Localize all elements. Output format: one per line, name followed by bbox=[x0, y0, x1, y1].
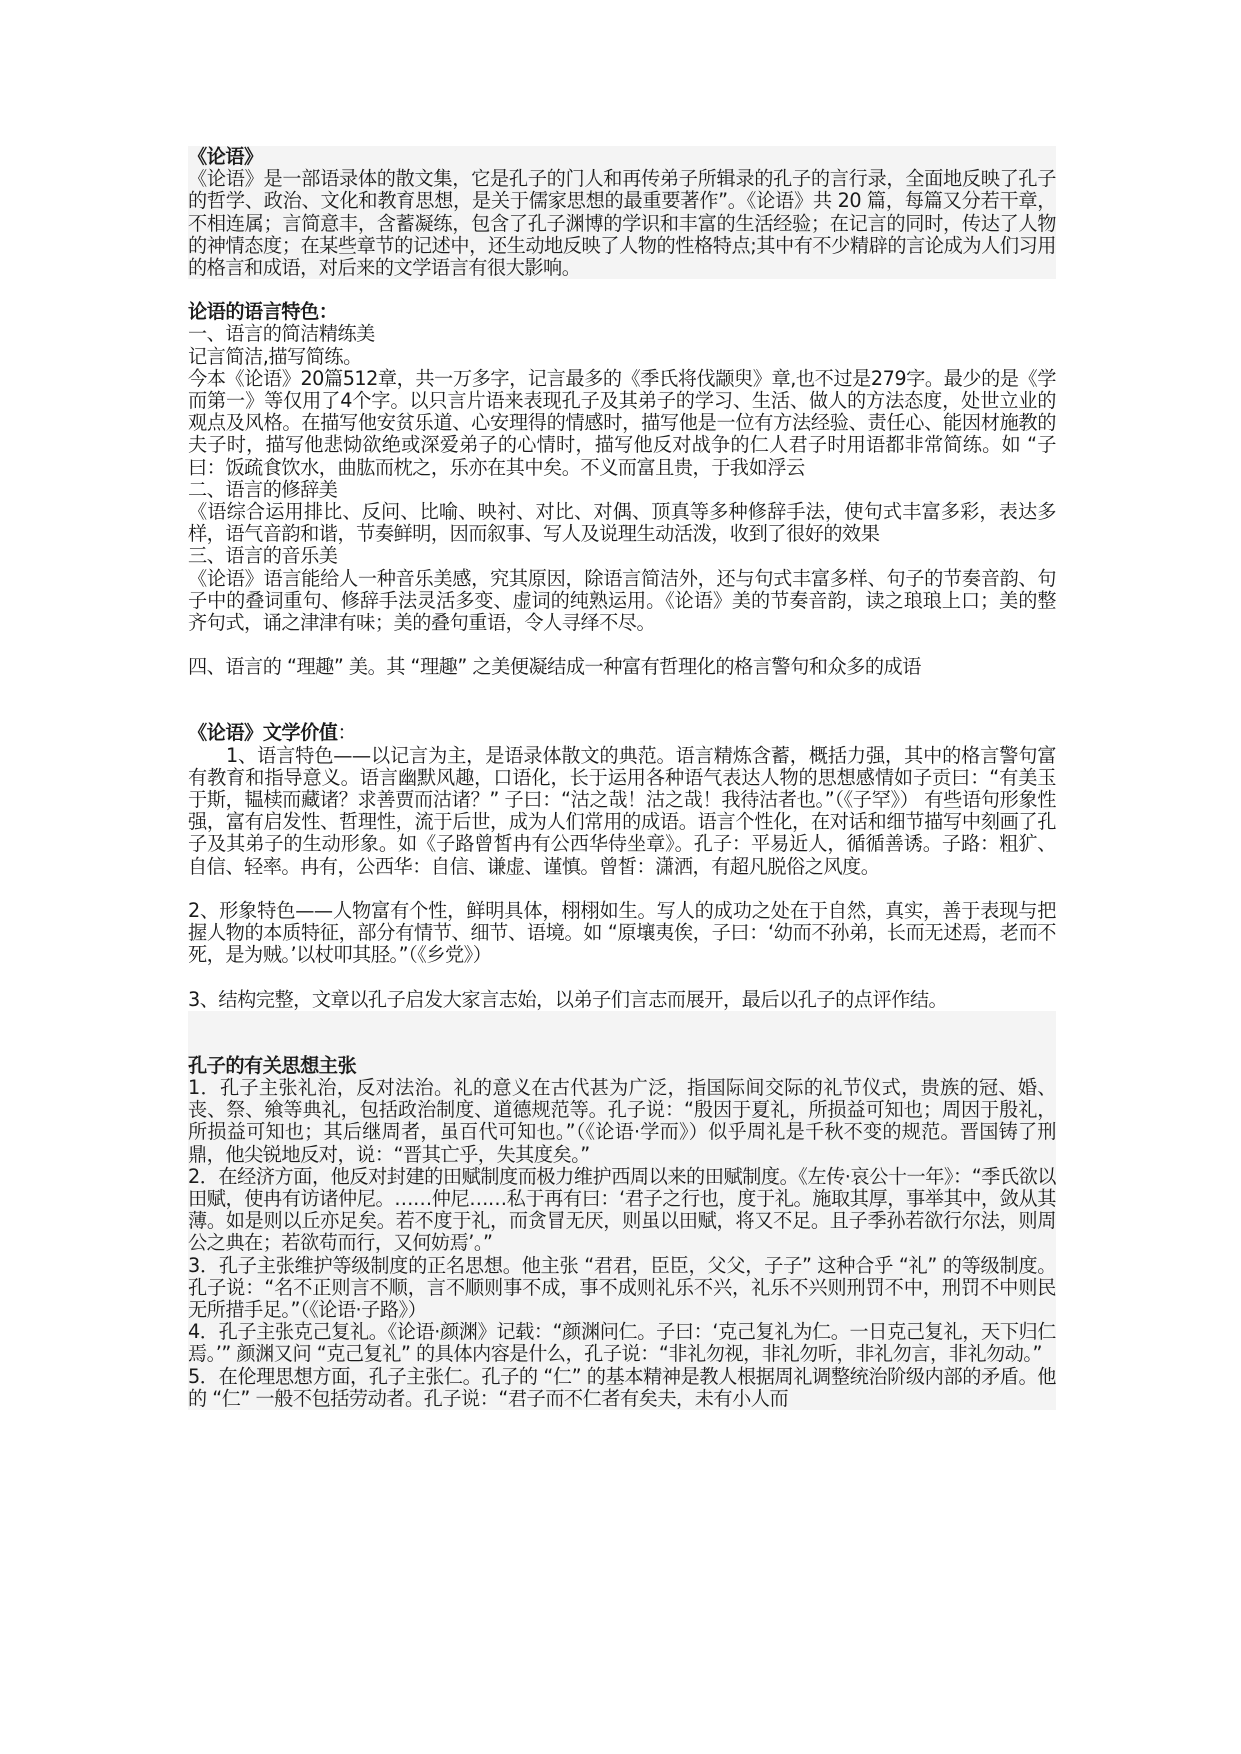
thoughts-title: 孔子的有关思想主张 bbox=[188, 1053, 357, 1077]
thoughts-paragraph-1: 1．孔子主张礼治，反对法治。礼的意义在古代甚为广泛，指国际间交际的礼节仪式，贵族的冠、婚、丧、祭、飨等典礼，包括政治制度、道德规范等。孔子说：“殷因于夏礼，所损益可知也；周因于殷礼，所损益可知也；其后继周者，虽百代可知也。”（《论语·学而》）似乎周礼是千秋不变的规范。晋国铸了刑鼎，他尖锐地反对，说：“晋其亡乎，失其度矣。” bbox=[188, 1075, 1056, 1166]
literary-title-colon: ： bbox=[337, 721, 357, 745]
thoughts-paragraph-2: 2．在经济方面，他反对封建的田赋制度而极力维护西周以来的田赋制度。《左传·哀公十一年》：“季氏欲以田赋，使冉有访诸仲尼。……仲尼……私于再有曰：‘君子之行也，度于礼。施取其厚，事举其中，敛从其薄。如是则以丘亦足矣。若不度于礼，而贪冒无厌，则虽以田赋，将又不足。且子季孙若欲行尔法，则周公之典在；若欲苟而行，又何妨焉’。” bbox=[188, 1164, 1056, 1255]
language-section bbox=[188, 301, 1056, 678]
literary-title bbox=[188, 722, 1056, 744]
thoughts-paragraph-3: 3．孔子主张维护等级制度的正名思想。他主张 “君君，臣臣，父父，子子” 这种合乎 “礼” 的等级制度。孔子说：“名不正则言不顺，言不顺则事不成，事不成则礼乐不兴，礼乐不兴则刑罚不中，刑罚不中则民无所措手足。”（《论语·子路》） bbox=[188, 1253, 1056, 1321]
literary-section bbox=[188, 722, 1056, 1010]
language-item4: 四、语言的 “理趣” 美。其 “理趣” 之美便凝结成一种富有哲理化的格言警句和众多的成语 bbox=[188, 655, 921, 679]
language-item1-title: 一、语言的简洁精练美 bbox=[188, 322, 375, 346]
language-item1-sub: 记言简洁,描写简练。 bbox=[188, 344, 362, 368]
language-item3-title: 三、语言的音乐美 bbox=[188, 544, 338, 568]
document-page bbox=[188, 146, 1056, 1410]
language-item2-title: 二、语言的修辞美 bbox=[188, 477, 338, 501]
thoughts-section bbox=[188, 1011, 1056, 1410]
thoughts-paragraph-5: 5．在伦理思想方面，孔子主张仁。孔子的 “仁” 的基本精神是教人根据周礼调整统治阶级内部的矛盾。他的 “仁” 一般不包括劳动者。孔子说：“君子而不仁者有矣夫，未有小人而 bbox=[188, 1364, 1056, 1410]
intro-section bbox=[188, 146, 1056, 279]
literary-paragraph-3: 3、结构完整，文章以孔子启发大家言志始，以弟子们言志而展开，最后以孔子的点评作结。 bbox=[188, 987, 948, 1011]
language-item3-body: 《论语》语言能给人一种音乐美感，究其原因，除语言简洁外，还与句式丰富多样、句子的节奏音韵、句子中的叠词重句、修辞手法灵活多变、虚词的纯熟运用。《论语》美的节奏音韵，读之琅琅上口；美的整齐句式，诵之津津有味；美的叠句重语，令人寻绎不尽。 bbox=[188, 566, 1056, 635]
literary-paragraph-2: 2、形象特色——人物富有个性，鲜明具体，栩栩如生。写人的成功之处在于自然，真实，善于表现与把握人物的本质特征，部分有情节、细节、语境。如 “原壤夷俟，子曰：‘幼而不孙弟，长而无述焉，老而不死，是为贼。’以杖叩其胫。”（《乡党》） bbox=[188, 898, 1056, 967]
language-title: 论语的语言特色： bbox=[188, 300, 338, 324]
literary-paragraph-1: 1、语言特色——以记言为主，是语录体散文的典范。语言精炼含蓄，概括力强，其中的格言警句富有教育和指导意义。语言幽默风趣，口语化，长于运用各种语气表达人物的思想感情如子贡曰：“有美玉于斯，韫椟而藏诸？求善贾而沽诸？” 子曰：“沽之哉！沽之哉！我待沽者也。”（《子罕》） 有些语句形象性强，富有启发性、哲理性，流于后世，成为人们常用的成语。语言个性化，在对话和细节描写中刻画了孔子及其弟子的生动形象。如《子路曾皙冉有公西华侍坐章》。孔子：平易近人，循循善诱。子路：粗犷、自信、轻率。冉有，公西华：自信、谦虚、谨慎。曾皙：潇洒，有超凡脱俗之风度。 bbox=[188, 743, 1056, 878]
literary-title-text: 《论语》文学价值 bbox=[188, 721, 338, 745]
language-item1-body: 今本《论语》20篇512章，共一万多字，记言最多的《季氏将伐颛臾》章,也不过是279字。最少的是《学而第一》等仅用了4个字。以只言片语来表现孔子及其弟子的学习、生活、做人的方法态度，处世立业的观点及风格。在描写他安贫乐道、心安理得的情感时，描写他是一位有方法经验、责任心、能因材施教的夫子时，描写他悲恸欲绝或深爱弟子的心情时，描写他反对战争的仁人君子时用语都非常简练。如 “子曰：饭疏食饮水，曲肱而枕之，乐亦在其中矣。不义而富且贵，于我如浮云 bbox=[188, 366, 1056, 479]
intro-title: 《论语》 bbox=[188, 145, 263, 168]
language-item2-body: 《语综合运用排比、反问、比喻、映衬、对比、对偶、顶真等多种修辞手法，使句式丰富多彩，表达多样，语气音韵和谐，节奏鲜明，因而叙事、写人及说理生动活泼，收到了很好的效果 bbox=[188, 500, 1056, 546]
thoughts-paragraph-4: 4．孔子主张克己复礼。《论语·颜渊》记载：“颜渊问仁。子曰：‘克己复礼为仁。一日克己复礼，天下归仁焉。’” 颜渊又问 “克己复礼” 的具体内容是什么，孔子说：“非礼勿视，非礼勿听，非礼勿言，非礼勿动。” bbox=[188, 1320, 1056, 1366]
intro-paragraph: 《论语》是一部语录体的散文集，它是孔子的门人和再传弟子所辑录的孔子的言行录，全面地反映了孔子的哲学、政治、文化和教育思想，是关于儒家思想的最重要著作”。《论语》共 20 篇，每篇又分若干章，不相连属；言简意丰，含蓄凝练，包含了孔子渊博的学识和丰富的生活经验；在记言的同时，传达了人物的神情态度；在某些章节的记述中，还生动地反映了人物的性格特点;其中有不少精辟的言论成为人们习用的格言和成语，对后来的文学语言有很大影响。 bbox=[188, 167, 1056, 280]
